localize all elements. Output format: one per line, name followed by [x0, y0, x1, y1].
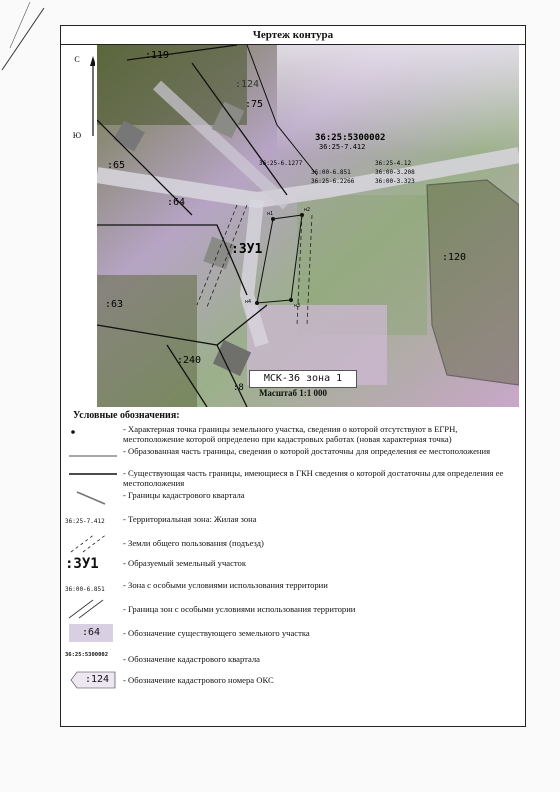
boundary-label: 36:00-3.208	[375, 169, 415, 176]
contour-drawing-sheet: Чертеж контура С Ю :119 :124 :75 :65 :64 :63 :240 :8 :120 :ЗУ1 36:25:5300002 36:25-7.412 36:25-6.1277 36:00-6.851 36:25-6.2266 36:25-4.12 36:00-3.208 36:00-3.323 н1 н2 н3 н4 МСК-36 зона 1 Масштаб 1:1 000 Условные обозначения: - Характерная точка границы земельного участка, сведения о которой отсутствуют в ЕГРН, местоположение которой определено при кадастровых работах (новая характерная точка) - Образованная часть границы, сведения о которой достаточны для определения ее местоположения - Существующая часть границы, имеющиеся в ГКН сведения о которой достаточны для определения ее местоположения - Границы кадастрового квартала 36:25-7.412 - Территориальная зона: Жилая зона - Земли общего пользования (подъезд) :ЗУ1 - Образуемый земельный участок 36:00-6.851 - Зона с особыми условиями использования территории - Граница зон с особыми условиями использования территории :64 - Обозначение существующего земельного участка 36:25:5300002 - Обозначение кадастрового квартала :124 - Обозначение кадастрового номера ОКС	[60, 25, 526, 727]
point-n1	[271, 217, 275, 221]
new-parcel-symbol: :ЗУ1	[65, 556, 99, 572]
block-label: 36:25:5300002	[315, 133, 386, 143]
scale-label: Масштаб 1:1 000	[258, 388, 328, 398]
parcel-symbol: :64	[69, 624, 113, 642]
legend-title: Условные обозначения:	[73, 410, 180, 421]
parcel-label: :119	[145, 50, 170, 61]
oks-symbol: :124	[84, 674, 110, 685]
parcel-120	[427, 180, 519, 385]
parcel-label: :240	[177, 355, 202, 366]
boundary-label: 36:00-6.851	[311, 169, 351, 176]
point-n3	[289, 298, 293, 302]
block-symbol: 36:25:5300002	[65, 652, 109, 658]
parcel-label: :63	[105, 299, 124, 310]
boundary-label: 36:25-6.1277	[259, 160, 303, 167]
zone-special-symbol: 36:00-6.851	[65, 586, 105, 593]
boundary-label: 36:25-6.2266	[311, 178, 355, 185]
parcel-label: :64	[167, 197, 186, 208]
south-label: Ю	[72, 131, 82, 140]
coordinate-system-label: МСК-36 зона 1	[249, 370, 357, 388]
page-title: Чертеж контура	[61, 26, 525, 45]
zone-label-symbol: 36:25-7.412	[65, 518, 105, 525]
point-label-n4: н4	[245, 299, 252, 305]
dashed-diag-symbol-icon	[65, 532, 121, 554]
thin-line-symbol-icon	[65, 448, 121, 460]
parcel-label: :75	[245, 99, 264, 110]
boundary-label: 36:25-4.12	[375, 160, 412, 167]
point-label-n2: н2	[304, 207, 311, 213]
cadastral-map	[97, 45, 519, 407]
double-diag-symbol-icon	[65, 598, 121, 620]
parcel-label: :8	[233, 383, 244, 393]
point-label-n3: н3	[294, 303, 301, 309]
new-parcel-label: :ЗУ1	[231, 242, 263, 257]
compass-north-south	[65, 52, 95, 142]
thick-line-symbol-icon	[65, 468, 121, 482]
oks-label: :124	[235, 79, 260, 90]
point-n4	[255, 301, 259, 305]
point-label-n1: н1	[267, 211, 274, 217]
scan-corner-mark	[0, 0, 60, 80]
block-border-symbol-icon	[65, 490, 121, 506]
point-symbol-icon	[65, 426, 121, 438]
boundary-label: 36:00-3.323	[375, 178, 415, 185]
zone-label: 36:25-7.412	[319, 143, 366, 151]
north-label: С	[74, 55, 80, 64]
parcel-label: :65	[107, 160, 126, 171]
parcel-label: :120	[442, 252, 467, 263]
